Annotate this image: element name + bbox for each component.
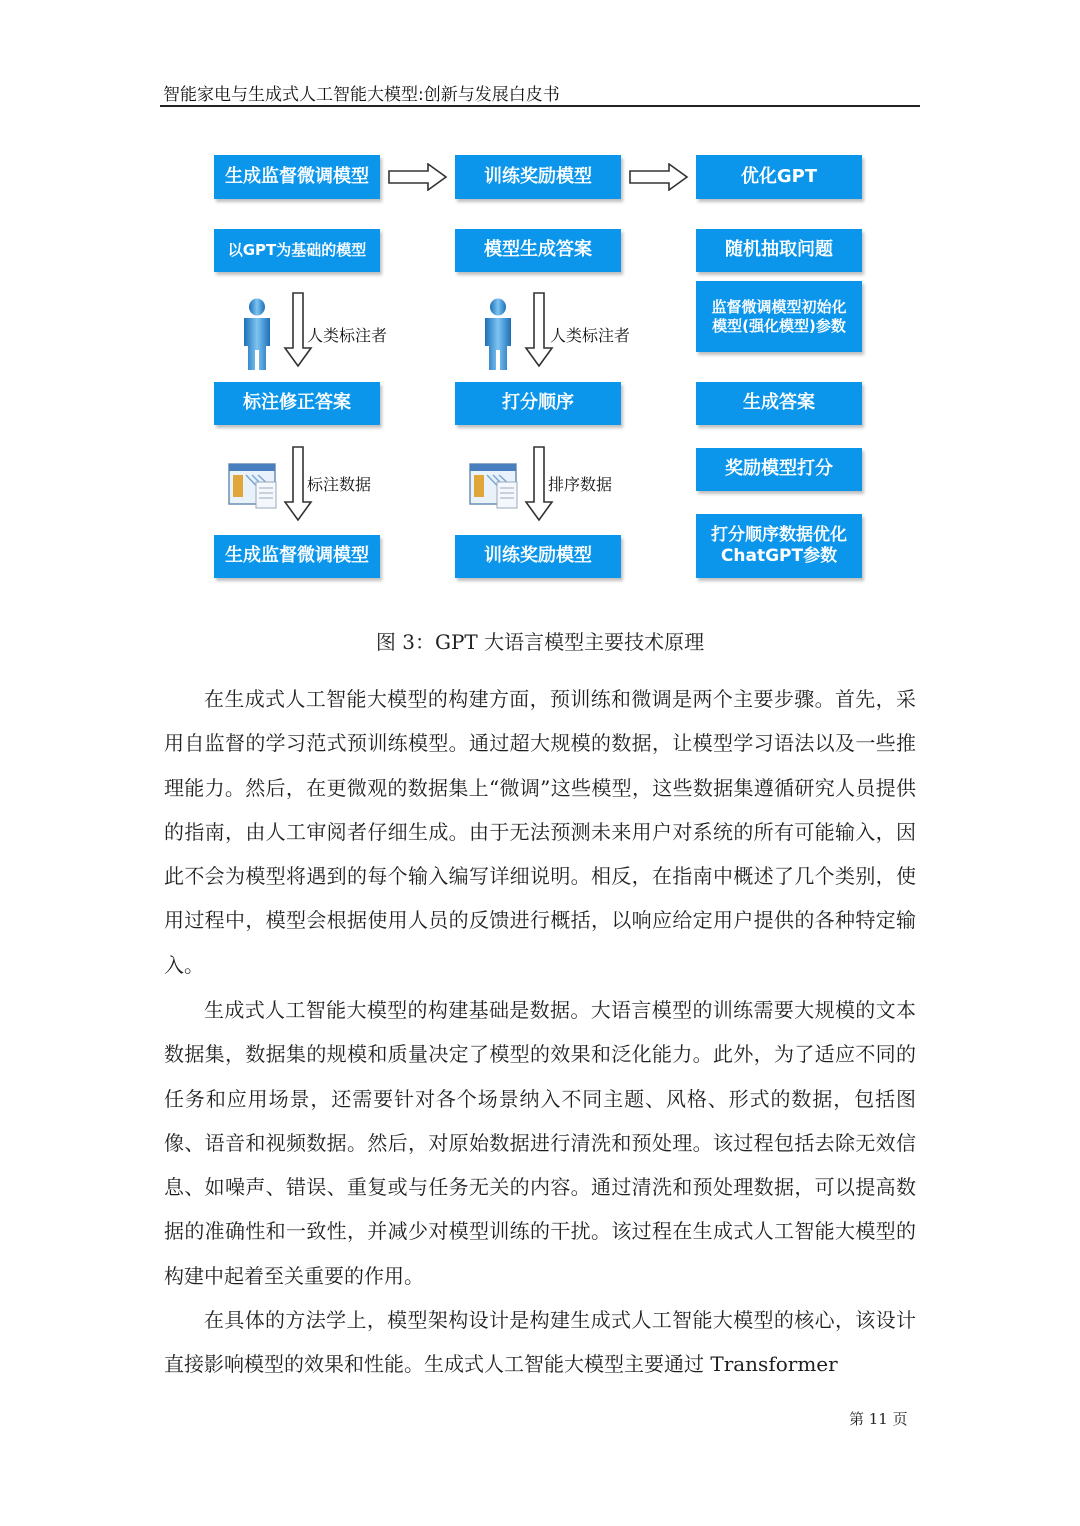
col2-annotator-label: 人类标注者	[550, 326, 631, 345]
col3-optimize-params: 打分顺序数据优化 ChatGPT参数	[696, 514, 862, 578]
col3-reward-scoring: 奖励模型打分	[696, 448, 862, 491]
col3-random-questions: 随机抽取问题	[696, 229, 862, 272]
body-paragraph-2: 生成式人工智能大模型的构建基础是数据。大语言模型的训练需要大规模的文本数据集，数据集的规模和质量决定了模型的效果和泛化能力。此外，为了适应不同的任务和应用场景，还需要针对各个场景纳入不同主题、风格、形式的数据，包括图像、语音和视频数据。然后，对原始数据进行清洗和预处理。该过程包括去除无效信息、如噪声、错误、重复或与任务无关的内容。通过清洗和预处理数据，可以提高数据的准确性和一致性，并减少对模型训练的干扰。该过程在生成式人工智能大模型的构建中起着至关重要的作用。	[164, 998, 916, 1288]
col3-init-params: 监督微调模型初始化 模型(强化模型)参数	[696, 281, 862, 352]
person-icon	[240, 298, 274, 372]
col3-stage-title: 优化GPT	[696, 155, 862, 199]
col1-sft-model: 生成监督微调模型	[214, 535, 380, 578]
col2-score-order: 打分顺序	[455, 382, 621, 425]
col3-generate-answer: 生成答案	[696, 382, 862, 425]
col1-base-model: 以GPT为基础的模型	[214, 229, 380, 272]
data-document-icon	[228, 460, 280, 510]
col1-label-data: 标注数据	[307, 475, 372, 494]
body-paragraph-1: 在生成式人工智能大模型的构建方面，预训练和微调是两个主要步骤。首先，采用自监督的学习范式预训练模型。通过超大规模的数据，让模型学习语法以及一些推理能力。然后，在更微观的数据集上“微调”这些模型，这些数据集遵循研究人员提供的指南，由人工审阅者仔细生成。由于无法预测未来用户对系统的所有可能输入，因此不会为模型将遇到的每个输入编写详细说明。相反，在指南中概述了几个类别，使用过程中，模型会根据使用人员的反馈进行概括，以响应给定用户提供的各种特定输入。	[164, 687, 916, 977]
document-header-title: 智能家电与生成式人工智能大模型:创新与发展白皮书	[163, 85, 560, 105]
header-rule	[160, 105, 920, 107]
col1-annotator-label: 人类标注者	[307, 326, 388, 345]
col1-corrected-answer: 标注修正答案	[214, 382, 380, 425]
col2-ranking-data: 排序数据	[548, 475, 613, 494]
col2-reward-model: 训练奖励模型	[455, 535, 621, 578]
page-number: 第 11 页	[849, 1410, 908, 1428]
figure-caption: 图 3：GPT 大语言模型主要技术原理	[375, 630, 705, 654]
data-document-icon	[469, 460, 521, 510]
col1-stage-title: 生成监督微调模型	[214, 155, 380, 199]
body-paragraph-3: 在具体的方法学上，模型架构设计是构建生成式人工智能大模型的核心，该设计直接影响模型的效果和性能。生成式人工智能大模型主要通过 Transformer	[164, 1308, 916, 1377]
person-icon	[481, 298, 515, 372]
col2-model-answers: 模型生成答案	[455, 229, 621, 272]
col2-stage-title: 训练奖励模型	[455, 155, 621, 199]
right-arrow-icon	[388, 163, 448, 191]
right-arrow-icon	[629, 163, 689, 191]
